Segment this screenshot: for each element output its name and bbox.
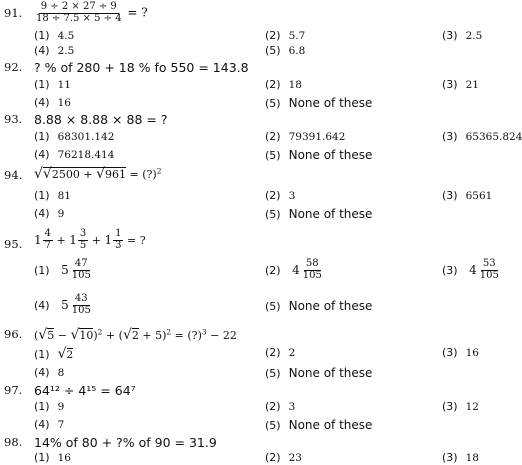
option[interactable]: (2) 2	[265, 346, 296, 359]
question-number: 93.	[4, 112, 23, 126]
option[interactable]: (4) 9	[34, 207, 65, 220]
option[interactable]: (5) 6.8	[265, 44, 306, 57]
question-number: 94.	[4, 168, 23, 182]
sqrt-icon: √	[96, 166, 105, 182]
option[interactable]: (5) None of these	[265, 96, 373, 110]
option[interactable]: (3) 2.5	[442, 29, 483, 42]
sqrt-icon: √	[34, 166, 43, 182]
question-number: 92.	[4, 60, 23, 74]
option[interactable]: (1) 4.5	[34, 29, 75, 42]
option[interactable]: (4) 5 $\frac{43}{105}$	[34, 293, 91, 316]
sqrt-icon: √	[122, 327, 132, 343]
question-stem: 1 $\frac{4}{7}$ + 1 $\frac{3}{5}$ + 1 $\frac{1}{3}$ = ?	[34, 228, 146, 251]
option[interactable]: (4) 16	[34, 96, 71, 109]
question-stem: $\frac{9 \div 2 \times 27 \div 9}{18 \div 7.5 \times 5 \div 4}$ = ?	[36, 1, 148, 24]
option[interactable]: (3) 65365.824	[442, 130, 522, 143]
option[interactable]: (4) 76218.414	[34, 148, 115, 161]
option[interactable]: (4) 2.5	[34, 44, 75, 57]
sqrt-icon: √	[38, 327, 48, 343]
question-stem: 64¹² ÷ 4¹⁵ = 64⁷	[34, 383, 136, 398]
option[interactable]: (5) None of these	[265, 207, 373, 221]
sqrt-icon: √	[42, 166, 52, 182]
option[interactable]: (5) None of these	[265, 418, 373, 432]
option[interactable]: (1) 9	[34, 400, 65, 413]
option[interactable]: (2) 79391.642	[265, 130, 346, 143]
option[interactable]: (3) 21	[442, 78, 479, 91]
option[interactable]: (1) 16	[34, 451, 71, 464]
option[interactable]: (2) 23	[265, 451, 302, 464]
question-stem: 14% of 80 + ?% of 90 = 31.9	[34, 435, 217, 450]
question-number: 91.	[4, 6, 23, 20]
option[interactable]: (5) None of these	[265, 148, 373, 162]
option[interactable]: (2) 5.7	[265, 29, 306, 42]
option[interactable]: (3) 16	[442, 346, 479, 359]
question-number: 95.	[4, 237, 23, 251]
option[interactable]: (1) 81	[34, 189, 71, 202]
option[interactable]: (4) 7	[34, 418, 65, 431]
option[interactable]: (2) 18	[265, 78, 302, 91]
question-stem: ? % of 280 + 18 % fo 550 = 143.8	[34, 60, 249, 75]
option[interactable]: (4) 8	[34, 366, 65, 379]
question-number: 96.	[4, 327, 23, 341]
question-stem: √√2500 + √961 = (?)$^2$	[34, 166, 162, 182]
question-stem: $(√5 - √10)^2 + (√2 + 5)^2$ = (?)$^3$ − 22	[34, 327, 237, 343]
option[interactable]: (2) 4 $\frac{58}{105}$	[265, 258, 322, 281]
option[interactable]: (2) 3	[265, 189, 296, 202]
sqrt-icon: √	[70, 327, 80, 343]
option[interactable]: (2) 3	[265, 400, 296, 413]
question-number: 98.	[4, 435, 23, 449]
question-stem: 8.88 × 8.88 × 88 = ?	[34, 112, 168, 127]
option[interactable]: (5) None of these	[265, 299, 373, 313]
sqrt-icon: √	[57, 346, 67, 362]
option[interactable]: (1) 68301.142	[34, 130, 115, 143]
option[interactable]: (1) √2	[34, 346, 74, 362]
option[interactable]: (1) 11	[34, 78, 71, 91]
option[interactable]: (3) 6561	[442, 189, 493, 202]
fraction: $\frac{9 \div 2 \times 27 \div 9}{18 \div 7.5 \times 5 \div 4}$	[36, 1, 122, 24]
option[interactable]: (1) 5 $\frac{47}{105}$	[34, 258, 91, 281]
option[interactable]: (5) None of these	[265, 366, 373, 380]
option[interactable]: (3) 4 $\frac{53}{105}$	[442, 258, 499, 281]
question-number: 97.	[4, 383, 23, 397]
option[interactable]: (3) 18	[442, 451, 479, 464]
option[interactable]: (3) 12	[442, 400, 479, 413]
